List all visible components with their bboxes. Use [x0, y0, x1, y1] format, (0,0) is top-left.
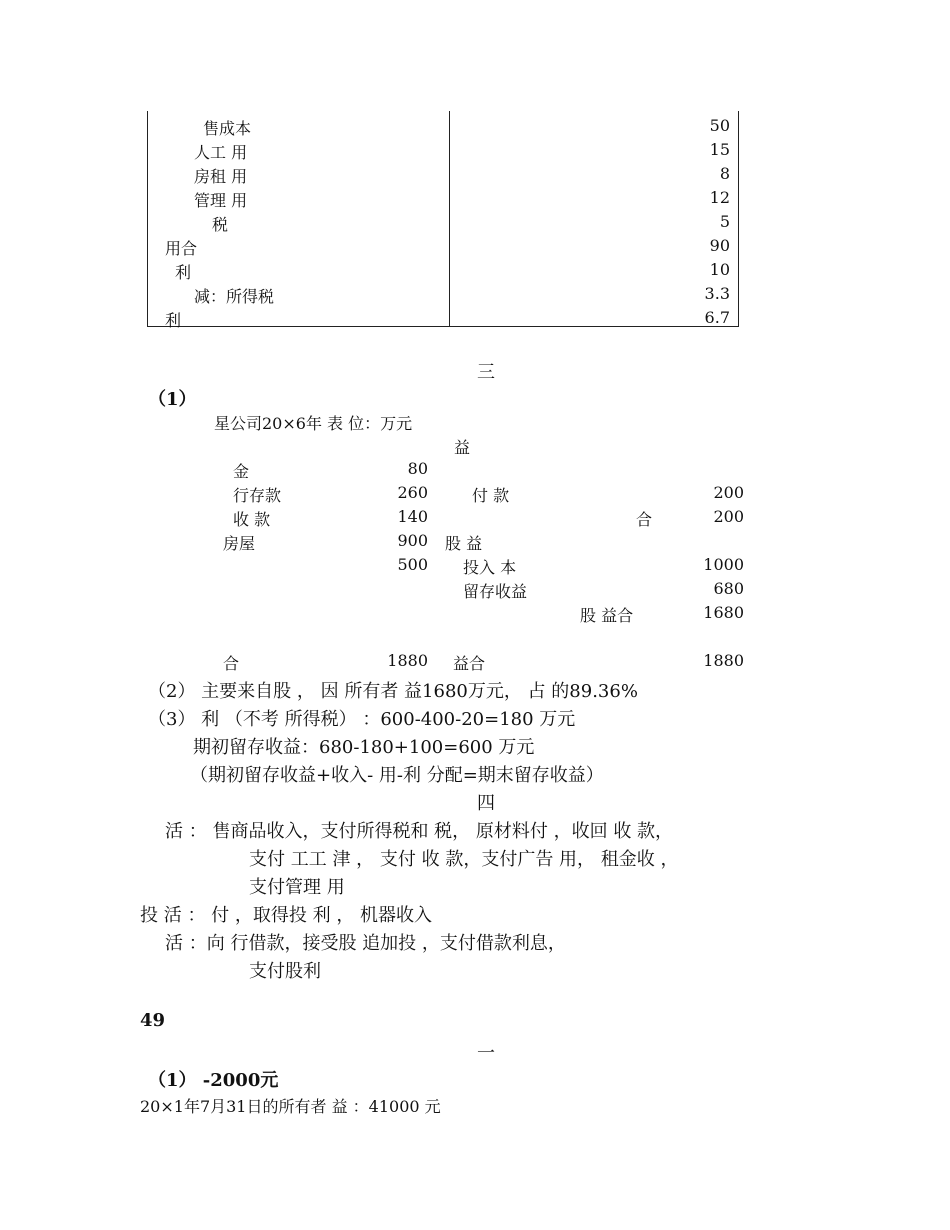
answer-q2: （2） 主要来自股 ， 因 所有者 益1680万元， 占 的89.36% [148, 681, 638, 702]
table-row-label: 房租 用 [194, 167, 248, 186]
section-heading: 四 [477, 793, 495, 814]
answer-q3-line2: 期初留存收益：680-180+100=600 万元 [193, 737, 535, 758]
balance-right-value: 1680 [703, 603, 744, 622]
balance-total-label: 合 [223, 654, 240, 673]
table-row-value: 10 [709, 260, 730, 279]
page-number: 49 [140, 1010, 166, 1031]
balance-left-label: 行存款 [233, 486, 282, 505]
table-row-label: 管理 用 [194, 191, 248, 210]
balance-left-value: 80 [407, 459, 428, 478]
table-row-label: 售成本 [203, 119, 252, 138]
balance-right-label: 付 款 [472, 486, 510, 505]
table-row-value: 8 [719, 164, 730, 183]
balance-right-value: 200 [713, 507, 744, 526]
table-row-label: 人工 用 [194, 143, 248, 162]
table-row-value: 50 [709, 116, 730, 135]
text-line: 活 ： 售商品收入，支付所得税和 税， 原材料付 ，收回 收 款， [165, 821, 674, 842]
text-line: 支付股利 [249, 961, 321, 982]
table-row-value: 15 [709, 140, 730, 159]
balance-left-label: 房屋 [223, 534, 256, 553]
balance-left-value: 260 [397, 483, 428, 502]
balance-right-label: 股 益合 [580, 606, 634, 625]
balance-left-value: 140 [397, 507, 428, 526]
table-row-value: 6.7 [704, 308, 730, 327]
table-row-label: 利 [165, 311, 182, 330]
balance-right-label: 股 益 [445, 534, 483, 553]
table-row-label: 利 [175, 263, 192, 282]
table-row-value: 90 [709, 236, 730, 255]
text-line: 活 ：向 行借款，接受股 追加投 ，支付借款利息， [165, 933, 566, 954]
text-line: 支付管理 用 [249, 877, 345, 898]
balance-left-value: 500 [397, 555, 428, 574]
balance-right-value: 1000 [703, 555, 744, 574]
table-row-label: 税 [212, 215, 229, 234]
balance-left-value: 900 [397, 531, 428, 550]
table-row-label: 减：所得税 [194, 287, 275, 306]
question-label: （1） [148, 389, 197, 410]
answer-q3: （3） 利 （不考 所得税） ：600-400-20=180 万元 [148, 709, 576, 730]
answer-q1: （1） -2000元 [148, 1070, 279, 1091]
table-row-label: 用合 [165, 239, 198, 258]
balance-total-value: 1880 [703, 651, 744, 670]
section-heading: 三 [477, 362, 495, 383]
balance-total-label: 益合 [453, 654, 486, 673]
section-heading: 一 [477, 1043, 495, 1064]
balance-right-label: 投入 本 [463, 558, 517, 577]
balance-right-label: 留存收益 [463, 582, 528, 601]
balance-total-value: 1880 [387, 651, 428, 670]
balance-right-value: 200 [713, 483, 744, 502]
text-line: 投 活 ： 付 ，取得投 利 ， 机器收入 [140, 905, 433, 926]
text-line: 20×1年7月31日的所有者 益 ：41000 元 [140, 1097, 441, 1116]
table-row-value: 12 [709, 188, 730, 207]
balance-right-label: 合 [636, 510, 653, 529]
balance-sheet-title: 星公司20×6年 表 位：万元 [214, 414, 413, 433]
balance-left-label: 收 款 [233, 510, 271, 529]
balance-left-label: 金 [233, 462, 250, 481]
table-row-value: 3.3 [704, 284, 730, 303]
text-line: 支付 工工 津 ， 支付 收 款，支付广告 用， 租金收 ， [249, 849, 679, 870]
balance-right-value: 680 [713, 579, 744, 598]
table-divider [449, 111, 450, 326]
balance-sheet-header: 益 [454, 438, 471, 457]
table-row-value: 5 [719, 212, 730, 231]
answer-q3-line3: （期初留存收益+收入- 用-利 分配=期末留存收益） [190, 765, 604, 786]
